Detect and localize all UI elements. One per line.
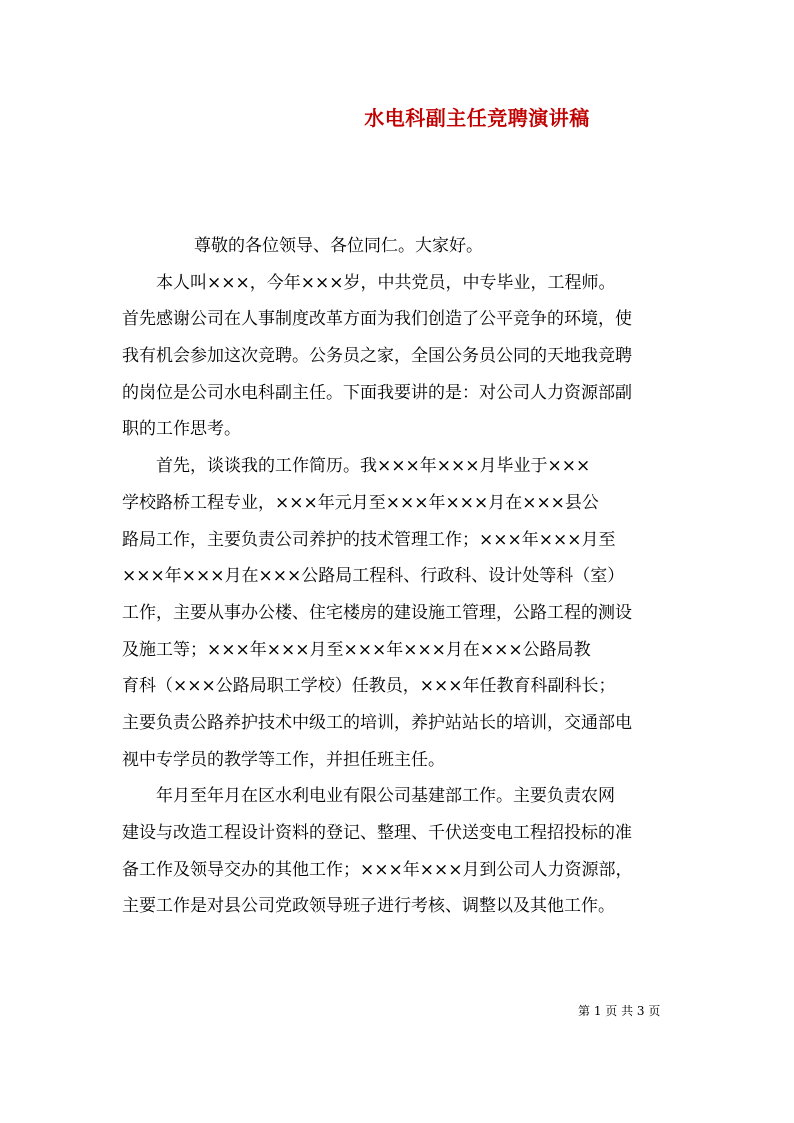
- paragraph-line: 首先感谢公司在人事制度改革方面为我们创造了公平竞争的环境，使: [122, 309, 632, 330]
- salutation-line: 尊敬的各位领导、各位同仁。大家好。: [194, 236, 483, 256]
- paragraph-line: 路局工作，主要负责公司养护的技术管理工作；×××年×××月至: [122, 529, 616, 550]
- paragraph-line: 工作，主要从事办公楼、住宅楼房的建设施工管理，公路工程的测设: [122, 602, 632, 623]
- paragraph-line: 主要负责公路养护技术中级工的培训，养护站站长的培训，交通部电: [122, 712, 632, 733]
- paragraph-line: ×××年×××月在×××公路局工程科、行政科、设计处等科（室）: [122, 566, 625, 587]
- paragraph-line: 主要工作是对县公司党政领导班子进行考核、调整以及其他工作。: [122, 896, 615, 917]
- paragraph-line: 职的工作思考。: [122, 419, 241, 440]
- paragraph-line: 我有机会参加这次竞聘。公务员之家，全国公务员公同的天地我竞聘: [122, 346, 632, 367]
- paragraph-line: 本人叫×××，今年×××岁，中共党员，中专毕业，工程师。: [156, 272, 616, 293]
- paragraph-line: 首先，谈谈我的工作简历。我×××年×××月毕业于×××: [156, 456, 591, 477]
- paragraph-line: 及施工等；×××年×××月至×××年×××月在×××公路局教: [122, 639, 591, 660]
- paragraph-line: 建设与改造工程设计资料的登记、整理、千伏送变电工程招投标的准: [122, 823, 632, 843]
- paragraph-line: 视中专学员的教学等工作，并担任班主任。: [122, 749, 445, 770]
- paragraph-line: 的岗位是公司水电科副主任。下面我要讲的是：对公司人力资源部副: [122, 382, 632, 403]
- paragraph-line: 年月至年月在区水利电业有限公司基建部工作。主要负责农网: [156, 786, 615, 807]
- document-title: 水电科副主任竞聘演讲稿: [364, 106, 590, 130]
- document-body: [122, 228, 682, 925]
- paragraph-line: 备工作及领导交办的其他工作；×××年×××月到公司人力资源部，: [122, 859, 633, 880]
- page-number-footer: 第 1 页 共 3 页: [578, 1004, 661, 1018]
- paragraph-line: 育科（×××公路局职工学校）任教员，×××年任教育科副科长；: [122, 676, 616, 697]
- paragraph-line: 学校路桥工程专业，×××年元月至×××年×××月在×××县公: [122, 492, 599, 513]
